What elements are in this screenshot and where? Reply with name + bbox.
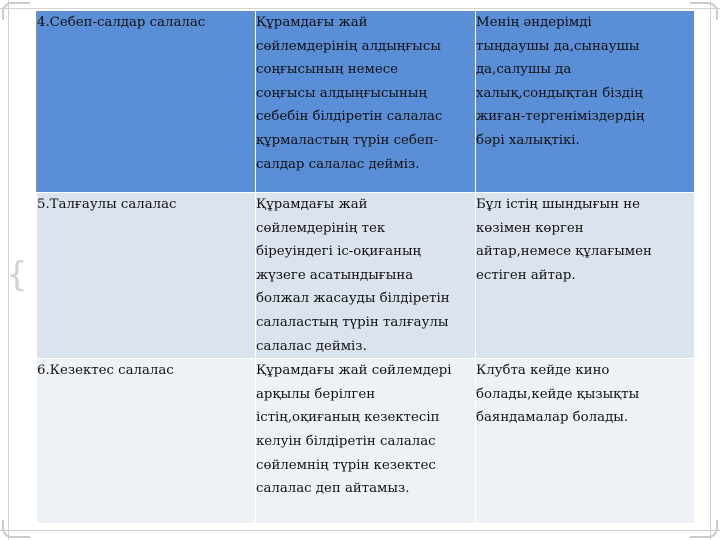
definition-cell bbox=[256, 359, 476, 524]
definition-cell bbox=[256, 11, 476, 193]
frame-corner-top-left bbox=[2, 2, 30, 20]
type-cell bbox=[37, 11, 256, 193]
frame-line-bottom bbox=[0, 530, 720, 531]
example-text: Менің әндерімді тыңдаушы да,сынаушы да,салушы да халық,сондықтан біздің жиған-тергеніміздердің бәрі халықтікі. bbox=[476, 15, 645, 148]
example-cell bbox=[476, 359, 695, 524]
definition-text: Құрамдағы жай сөйлемдерінің алдыңғысы соңғысының немесе соңғысы алдыңғысының себебін білдіретін салалас құрмаластың түрін себеп- салдар салалас дейміз. bbox=[256, 15, 443, 172]
brace-ornament-icon: { bbox=[6, 255, 28, 295]
table-row bbox=[37, 359, 695, 524]
definition-text: Құрамдағы жай сөйлемдерінің тек біреуіндегі іс-оқиғаның жүзеге асатындығына болжал жасауды білдіретін салаластың түрін талғаулы салалас дейміз. bbox=[256, 197, 450, 354]
example-text: Клубта кейде кино болады,кейде қызықты баяндамалар болады. bbox=[476, 363, 640, 426]
example-cell bbox=[476, 193, 695, 359]
type-label: 6.Кезектес салалас bbox=[37, 363, 174, 379]
type-label: 5.Талғаулы салалас bbox=[37, 197, 177, 212]
frame-line-right bbox=[710, 0, 711, 540]
frame-line-top bbox=[0, 8, 720, 9]
type-cell bbox=[37, 359, 256, 524]
example-cell bbox=[476, 11, 695, 193]
table-row bbox=[37, 11, 695, 193]
table-row bbox=[37, 193, 695, 359]
sentence-types-table bbox=[36, 10, 695, 524]
definition-cell bbox=[256, 193, 476, 359]
type-cell bbox=[37, 193, 256, 359]
example-text: Бұл істің шындығын не көзімен көрген айтар,немесе құлағымен естіген айтар. bbox=[476, 197, 652, 283]
frame-corner-bottom-left bbox=[2, 520, 30, 538]
type-label: 4.Себеп-салдар салалас bbox=[37, 15, 206, 30]
definition-text: Құрамдағы жай сөйлемдері арқылы берілген істің,оқиғаның кезектесіп келуін білдіретін салалас сөйлемнің түрін кезектес салалас деп айтамыз. bbox=[256, 363, 452, 497]
